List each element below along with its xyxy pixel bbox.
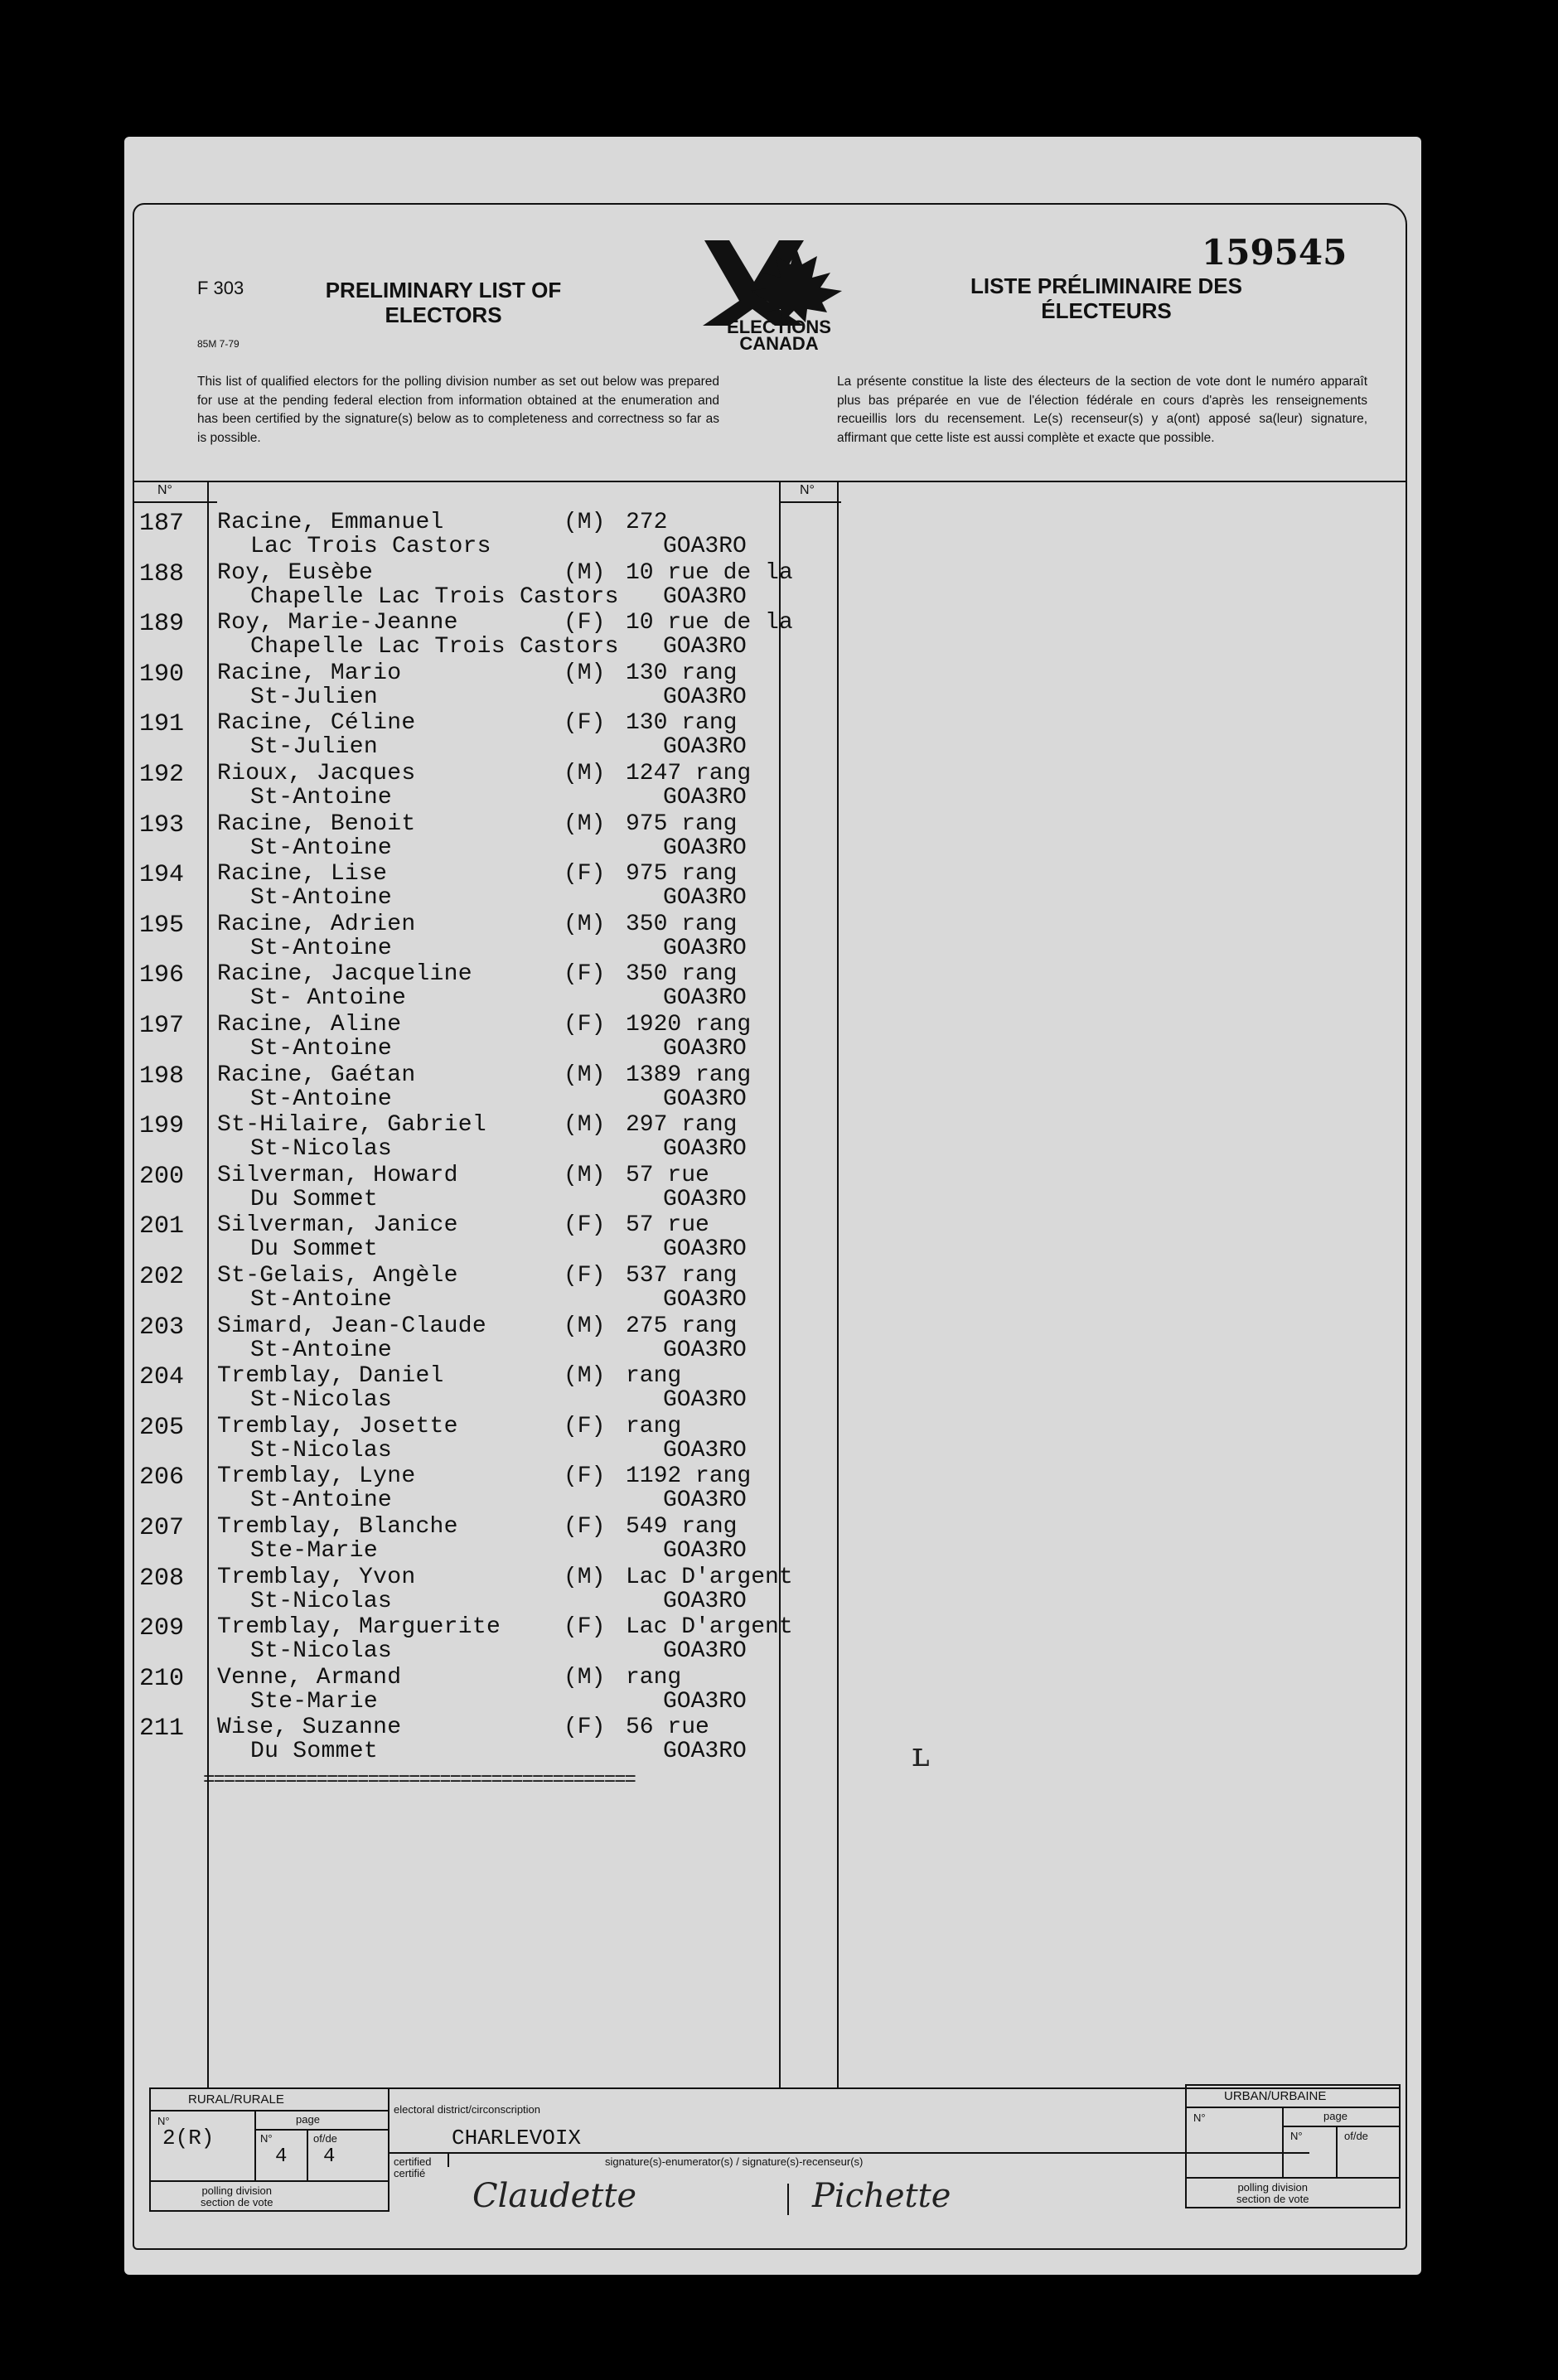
elector-sex: (M): [564, 559, 606, 586]
signature-div-v: [787, 2184, 789, 2215]
elector-number: 195: [139, 911, 185, 940]
elector-name: Wise, Suzanne: [217, 1715, 402, 1741]
elector-postal-code: GOA3RO: [663, 1236, 747, 1263]
elector-row: [124, 660, 953, 711]
rural-no-label: N°: [157, 2115, 170, 2127]
elector-row: [124, 1565, 953, 1615]
page-total: 4: [323, 2145, 336, 2168]
elector-row: [124, 510, 953, 560]
elector-locality: Du Sommet: [250, 1236, 378, 1263]
elector-row: [124, 861, 953, 912]
elector-number: 188: [139, 559, 185, 588]
elector-address: 130 rang: [626, 710, 738, 737]
elector-number: 201: [139, 1212, 185, 1241]
elector-postal-code: GOA3RO: [663, 1638, 747, 1665]
elector-address: rang: [626, 1413, 682, 1439]
col-header-no-right: N°: [800, 483, 815, 497]
elector-address: 1247 rang: [626, 761, 752, 786]
page-label: page: [296, 2113, 320, 2126]
elector-postal-code: GOA3RO: [663, 1136, 747, 1163]
elector-sex: (F): [564, 1463, 606, 1490]
elector-name: Racine, Adrien: [217, 911, 416, 937]
elector-name: Silverman, Howard: [217, 1162, 458, 1188]
elector-address: 1920 rang: [626, 1012, 752, 1038]
elector-sex: (M): [564, 660, 606, 686]
intro-english: This list of qualified electors for the polling division number as set out below was prepared for use at the pending federal election from information obtained at the enumeration and has been certified by the signature(s) below as to completeness and correctness so far as is possible.: [197, 375, 719, 445]
electors-list-form: [124, 137, 1421, 2275]
elector-sex: (M): [564, 1313, 606, 1339]
elector-sex: (F): [564, 1715, 606, 1741]
page-of-label: of/de: [313, 2132, 337, 2145]
elector-locality: Lac Trois Castors: [250, 534, 491, 559]
elector-address: 297 rang: [626, 1112, 738, 1139]
elector-sex: (M): [564, 911, 606, 937]
elector-row: [124, 1665, 953, 1715]
elector-sex: (F): [564, 861, 606, 888]
urban-page-label: page: [1323, 2110, 1348, 2122]
urban-no-label: N°: [1193, 2112, 1206, 2124]
elector-address: 10 rue de la: [626, 559, 793, 586]
serial-number: 159545: [1202, 232, 1348, 273]
rural-bottom-rule: [151, 2180, 388, 2182]
elector-name: Silverman, Janice: [217, 1212, 458, 1239]
elector-postal-code: GOA3RO: [663, 684, 747, 710]
elector-row: [124, 761, 953, 811]
rural-label: RURAL/RURALE: [188, 2092, 284, 2107]
elector-address: 1192 rang: [626, 1463, 752, 1490]
page-no-label: N°: [260, 2132, 273, 2145]
elector-locality: St-Nicolas: [250, 1638, 393, 1665]
elector-sex: (F): [564, 961, 606, 988]
elector-name: Venne, Armand: [217, 1664, 402, 1691]
district-label: electoral district/circonscription: [394, 2103, 541, 2116]
elector-sex: (F): [564, 1012, 606, 1038]
urban-page-rule: [1282, 2126, 1399, 2127]
elector-number: 190: [139, 660, 185, 689]
elector-name: Tremblay, Blanche: [217, 1514, 458, 1540]
elector-postal-code: GOA3RO: [663, 1437, 747, 1463]
elector-locality: St-Antoine: [250, 1488, 393, 1514]
elector-row: [124, 710, 953, 761]
elector-sex: (M): [564, 810, 606, 837]
elector-number: 192: [139, 761, 185, 789]
elector-postal-code: GOA3RO: [663, 1387, 747, 1414]
elector-number: 191: [139, 710, 185, 739]
elector-locality: St- Antoine: [250, 985, 407, 1012]
page-number: 4: [275, 2145, 288, 2168]
elector-row: [124, 1514, 953, 1565]
urban-bottom-rule: [1187, 2177, 1399, 2179]
elector-name: Tremblay, Lyne: [217, 1463, 416, 1490]
urban-rule: [1187, 2107, 1399, 2108]
form-version: 85M 7-79: [197, 338, 240, 350]
elector-sex: (M): [564, 510, 606, 535]
rural-rule: [151, 2110, 388, 2112]
elector-name: Racine, Benoit: [217, 810, 416, 837]
elector-row: [124, 1363, 953, 1414]
elector-number: 197: [139, 1012, 185, 1040]
elector-sex: (F): [564, 1263, 606, 1289]
elector-address: 549 rang: [626, 1514, 738, 1540]
table-top-rule: [134, 481, 1406, 482]
elector-locality: St-Antoine: [250, 1036, 393, 1062]
elector-address: 1389 rang: [626, 1062, 752, 1088]
certified-div-v: [448, 2152, 449, 2167]
elector-locality: Ste-Marie: [250, 1688, 378, 1715]
logo-text: ELECTIONS CANADA: [727, 317, 831, 354]
elector-name: Tremblay, Josette: [217, 1413, 458, 1439]
elector-address: 272: [626, 510, 668, 535]
elector-address: 975 rang: [626, 810, 738, 837]
elector-number: 194: [139, 861, 185, 890]
elector-name: Racine, Gaétan: [217, 1062, 416, 1088]
signature-enumerator-1: Claudette: [472, 2177, 637, 2215]
elector-row: [124, 610, 953, 660]
elector-postal-code: GOA3RO: [663, 534, 747, 559]
table-header-rule-right: [779, 501, 841, 503]
elector-locality: St-Julien: [250, 684, 378, 710]
elector-locality: Chapelle Lac Trois Castors: [250, 583, 619, 610]
table-header-rule: [134, 501, 217, 503]
elector-locality: Du Sommet: [250, 1739, 378, 1765]
elector-postal-code: GOA3RO: [663, 1036, 747, 1062]
elector-postal-code: GOA3RO: [663, 1588, 747, 1614]
rural-box: [149, 2087, 390, 2212]
elector-row: [124, 1414, 953, 1464]
elector-name: Simard, Jean-Claude: [217, 1313, 486, 1339]
elector-row: [124, 1062, 953, 1113]
elector-locality: St-Antoine: [250, 935, 393, 961]
elector-number: 206: [139, 1463, 185, 1492]
elector-name: Roy, Marie-Jeanne: [217, 610, 458, 636]
end-of-list-marker: ==========================================: [203, 1769, 635, 1792]
elector-row: [124, 961, 953, 1012]
elector-sex: (F): [564, 610, 606, 636]
elector-row: [124, 1614, 953, 1665]
elector-row: [124, 912, 953, 962]
district-value: CHARLEVOIX: [452, 2126, 582, 2150]
elector-sex: (M): [564, 1062, 606, 1088]
polling-division-number: 2(R): [162, 2126, 215, 2150]
elector-address: 57 rue: [626, 1212, 709, 1239]
elector-name: Roy, Eusèbe: [217, 559, 374, 586]
elector-row: [124, 1163, 953, 1213]
elector-sex: (M): [564, 1564, 606, 1590]
elector-row: [124, 1313, 953, 1364]
title-french: LISTE PRÉLIMINAIRE DES ÉLECTEURS: [970, 273, 1242, 323]
elector-number: 204: [139, 1363, 185, 1392]
elector-name: Racine, Emmanuel: [217, 510, 444, 535]
elector-address: rang: [626, 1363, 682, 1390]
elector-row: [124, 1212, 953, 1263]
elector-locality: St-Antoine: [250, 885, 393, 912]
urban-div-v: [1282, 2107, 1284, 2177]
elector-address: 350 rang: [626, 961, 738, 988]
urban-label: URBAN/URBAINE: [1224, 2089, 1327, 2103]
elector-postal-code: GOA3RO: [663, 734, 747, 761]
urban-page-div-v: [1336, 2126, 1338, 2177]
elector-locality: St-Antoine: [250, 1287, 393, 1313]
elector-sex: (M): [564, 761, 606, 786]
elector-locality: St-Nicolas: [250, 1588, 393, 1614]
elector-postal-code: GOA3RO: [663, 1186, 747, 1212]
elector-row: [124, 811, 953, 862]
elector-locality: St-Nicolas: [250, 1437, 393, 1463]
elector-locality: Chapelle Lac Trois Castors: [250, 634, 619, 660]
elector-locality: St-Nicolas: [250, 1136, 393, 1163]
elector-sex: (F): [564, 1514, 606, 1540]
elector-postal-code: GOA3RO: [663, 1086, 747, 1112]
page-div-v: [307, 2129, 308, 2181]
elector-name: Racine, Lise: [217, 861, 388, 888]
form-code: F 303: [197, 278, 244, 298]
elector-postal-code: GOA3RO: [663, 834, 747, 861]
elector-address: 350 rang: [626, 911, 738, 937]
elector-name: Racine, Jacqueline: [217, 961, 472, 988]
polling-division-label: polling division section de vote: [201, 2184, 273, 2208]
elector-postal-code: GOA3RO: [663, 1688, 747, 1715]
elector-name: Tremblay, Daniel: [217, 1363, 444, 1390]
elector-number: 187: [139, 510, 185, 538]
elector-number: 207: [139, 1514, 185, 1542]
rural-div-v: [254, 2111, 256, 2181]
elector-number: 209: [139, 1614, 185, 1643]
elector-name: St-Hilaire, Gabriel: [217, 1112, 486, 1139]
elector-locality: St-Antoine: [250, 1337, 393, 1363]
elector-number: 196: [139, 961, 185, 990]
elections-canada-logo: [696, 236, 862, 352]
elector-locality: Du Sommet: [250, 1186, 378, 1212]
elector-number: 208: [139, 1564, 185, 1593]
page-rule: [254, 2129, 388, 2131]
urban-page-of-label: of/de: [1344, 2130, 1368, 2142]
elector-address: 56 rue: [626, 1715, 709, 1741]
elector-name: St-Gelais, Angèle: [217, 1263, 458, 1289]
elector-address: 275 rang: [626, 1313, 738, 1339]
elector-sex: (M): [564, 1112, 606, 1139]
elector-name: Tremblay, Yvon: [217, 1564, 416, 1590]
elector-address: 57 rue: [626, 1162, 709, 1188]
urban-page-no-label: N°: [1290, 2130, 1303, 2142]
elector-name: Rioux, Jacques: [217, 761, 416, 786]
elector-locality: St-Antoine: [250, 834, 393, 861]
elector-locality: St-Antoine: [250, 785, 393, 810]
elector-postal-code: GOA3RO: [663, 785, 747, 810]
elector-address: Lac D'argent: [626, 1564, 793, 1590]
elector-number: 203: [139, 1313, 185, 1342]
elector-address: Lac D'argent: [626, 1614, 793, 1641]
title-english: PRELIMINARY LIST OF ELECTORS: [325, 278, 562, 327]
elector-number: 205: [139, 1413, 185, 1442]
elector-number: 200: [139, 1162, 185, 1191]
elector-address: 10 rue de la: [626, 610, 793, 636]
elector-name: Racine, Céline: [217, 710, 416, 737]
elector-name: Racine, Aline: [217, 1012, 402, 1038]
elector-name: Tremblay, Marguerite: [217, 1614, 501, 1641]
elector-address: 537 rang: [626, 1263, 738, 1289]
elector-sex: (M): [564, 1363, 606, 1390]
elector-postal-code: GOA3RO: [663, 1337, 747, 1363]
elector-number: 211: [139, 1715, 185, 1744]
elector-row: [124, 1263, 953, 1313]
elector-row: [124, 1715, 953, 1765]
electors-table: [124, 510, 953, 1918]
elector-postal-code: GOA3RO: [663, 1488, 747, 1514]
elector-row: [124, 1012, 953, 1062]
elector-number: 199: [139, 1112, 185, 1141]
district-rule: [390, 2152, 1309, 2154]
signatures-label: signature(s)-enumerator(s) / signature(s)-recenseur(s): [605, 2155, 864, 2168]
elector-postal-code: GOA3RO: [663, 1287, 747, 1313]
elector-postal-code: GOA3RO: [663, 1739, 747, 1765]
urban-box: [1185, 2084, 1401, 2208]
urban-polling-division-label: polling division section de vote: [1236, 2181, 1309, 2205]
elector-postal-code: GOA3RO: [663, 985, 747, 1012]
elector-postal-code: GOA3RO: [663, 935, 747, 961]
elector-locality: St-Julien: [250, 734, 378, 761]
elector-locality: St-Nicolas: [250, 1387, 393, 1414]
elector-address: 130 rang: [626, 660, 738, 686]
elector-number: 202: [139, 1263, 185, 1291]
elector-postal-code: GOA3RO: [663, 885, 747, 912]
elector-row: [124, 560, 953, 611]
elector-postal-code: GOA3RO: [663, 634, 747, 660]
elector-address: rang: [626, 1664, 682, 1691]
elector-number: 210: [139, 1664, 185, 1693]
elector-sex: (F): [564, 710, 606, 737]
elector-sex: (F): [564, 1413, 606, 1439]
elector-row: [124, 1463, 953, 1514]
elector-locality: Ste-Marie: [250, 1538, 378, 1564]
col-header-no-left: N°: [157, 483, 172, 497]
elector-postal-code: GOA3RO: [663, 1538, 747, 1564]
pen-mark: ʟ: [912, 1736, 930, 1774]
elector-number: 193: [139, 810, 185, 839]
elector-sex: (F): [564, 1614, 606, 1641]
elector-sex: (M): [564, 1162, 606, 1188]
elector-postal-code: GOA3RO: [663, 583, 747, 610]
signature-enumerator-2: Pichette: [812, 2177, 951, 2215]
elector-number: 198: [139, 1062, 185, 1091]
elector-locality: St-Antoine: [250, 1086, 393, 1112]
elector-row: [124, 1112, 953, 1163]
elector-sex: (M): [564, 1664, 606, 1691]
elector-name: Racine, Mario: [217, 660, 402, 686]
elector-address: 975 rang: [626, 861, 738, 888]
elector-sex: (F): [564, 1212, 606, 1239]
intro-french: La présente constitue la liste des électeurs de la section de vote dont le numéro apparaît plus bas préparée en vue de l'élection fédérale en cours d'après les renseignements recueillis lors du recensement. Le(s) recenseur(s) y a(ont) apposé sa(leur) signature, affirmant que cette liste est aussi complète et exacte que possible.: [837, 375, 1367, 445]
certified-label: certified certifié: [394, 2155, 432, 2179]
elector-number: 189: [139, 610, 185, 639]
